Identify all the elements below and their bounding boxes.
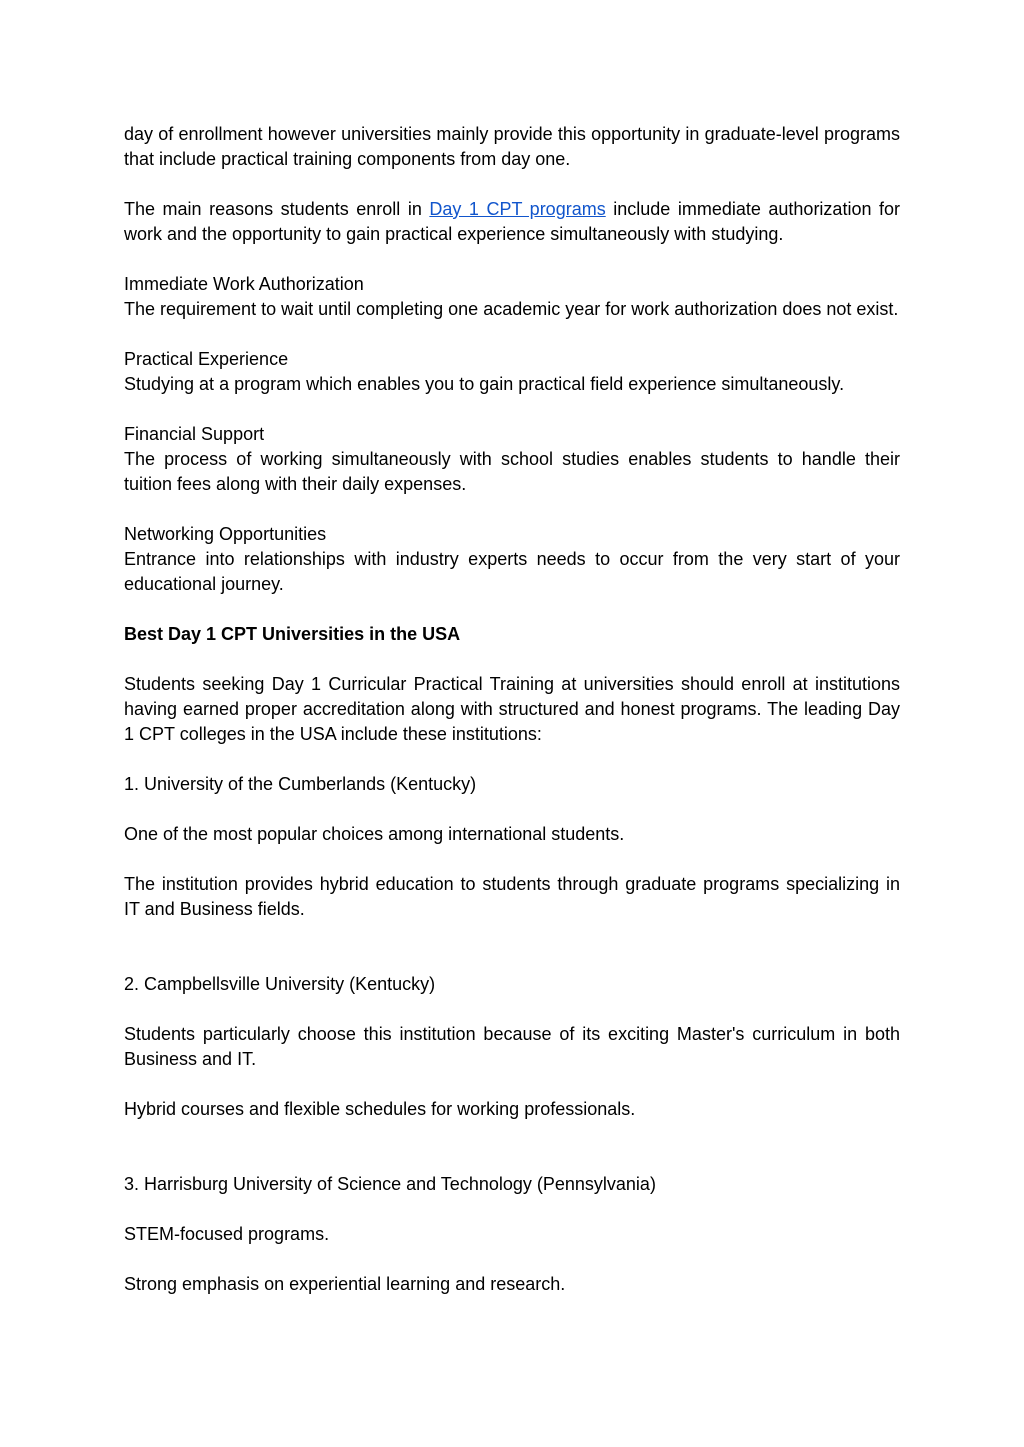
university-detail: Students particularly choose this institution because of its exciting Master's curriculum in both Business and IT. <box>124 1024 900 1069</box>
benefit-item <box>124 422 900 497</box>
university-detail: One of the most popular choices among international students. <box>124 824 625 844</box>
reasons-paragraph <box>124 197 900 247</box>
benefit-text: The requirement to wait until completing one academic year for work authorization does not exist. <box>124 299 899 319</box>
university-item <box>124 772 900 922</box>
benefit-item <box>124 347 900 397</box>
university-name: 1. University of the Cumberlands (Kentucky) <box>124 774 477 794</box>
university-item <box>124 1172 900 1297</box>
university-detail: Hybrid courses and flexible schedules for working professionals. <box>124 1099 636 1119</box>
benefit-text: The process of working simultaneously with school studies enables students to handle their tuition fees along with their daily expenses. <box>124 449 900 494</box>
intro-paragraph: day of enrollment however universities mainly provide this opportunity in graduate-level programs that include practical training components from day one. <box>124 124 900 169</box>
benefit-title: Networking Opportunities <box>124 524 327 544</box>
reasons-text-before: The main reasons students enroll in <box>124 199 430 219</box>
university-name: 3. Harrisburg University of Science and Technology (Pennsylvania) <box>124 1174 656 1194</box>
benefit-title: Financial Support <box>124 424 265 444</box>
university-item <box>124 972 900 1122</box>
benefit-title: Practical Experience <box>124 349 289 369</box>
document-page <box>124 122 900 1297</box>
section-heading: Best Day 1 CPT Universities in the USA <box>124 624 461 644</box>
benefit-text: Studying at a program which enables you to gain practical field experience simultaneously. <box>124 374 845 394</box>
benefit-title: Immediate Work Authorization <box>124 274 364 294</box>
university-name: 2. Campbellsville University (Kentucky) <box>124 974 436 994</box>
reasons-text-after: include immediate authorization for work and the opportunity to gain practical experience simultaneously with studying. <box>124 199 901 244</box>
day1-cpt-programs-link[interactable]: Day 1 CPT programs <box>429 199 606 219</box>
university-detail: STEM-focused programs. <box>124 1224 330 1244</box>
section-intro: Students seeking Day 1 Curricular Practical Training at universities should enroll at institutions having earned proper accreditation along with structured and honest programs. The leading Day 1 CPT colleges in the USA include these institutions: <box>124 674 900 744</box>
university-detail: The institution provides hybrid education to students through graduate programs specializing in IT and Business fields. <box>124 874 900 919</box>
benefit-item <box>124 272 900 322</box>
benefit-item <box>124 522 900 597</box>
benefit-text: Entrance into relationships with industry experts needs to occur from the very start of your educational journey. <box>124 549 900 594</box>
university-detail: Strong emphasis on experiential learning and research. <box>124 1274 566 1294</box>
